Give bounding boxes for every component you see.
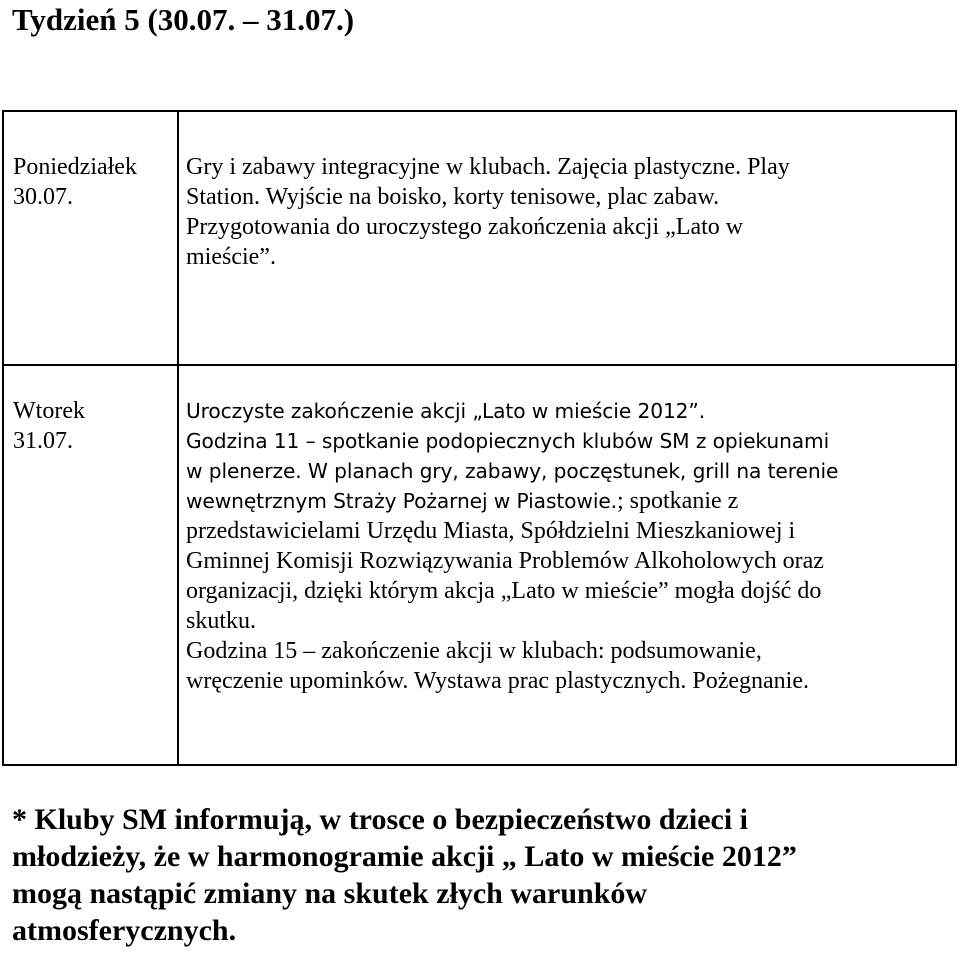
day-name: Wtorek (13, 398, 85, 424)
footnote (12, 801, 942, 949)
footnote-line: atmosferycznych. (12, 914, 237, 947)
activity-line: skutku. (186, 608, 257, 634)
schedule-row-tuesday (3, 365, 956, 765)
activity-line: Godzina 15 – zakończenie akcji w klubach: podsumowanie, (186, 638, 762, 664)
activity-line: Station. Wyjście na boisko, korty tenisowe, plac zabaw. (186, 184, 720, 210)
footnote-line: mogą nastąpić zmiany na skutek złych warunków (12, 877, 648, 910)
activity-line: przedstawicielami Urzędu Miasta, Spółdzielni Mieszkaniowej i (186, 518, 796, 544)
footnote-line: * Kluby SM informują, w trosce o bezpieczeństwo dzieci i (12, 803, 749, 836)
day-name: Poniedziałek (13, 154, 137, 180)
activity-line-mixed (186, 486, 949, 516)
activity-line: w plenerze. W planach gry, zabawy, poczęstunek, grill na terenie (186, 459, 839, 483)
day-cell-monday (3, 111, 178, 365)
activity-segment: ; spotkanie z (617, 488, 739, 514)
activity-line: mieście”. (186, 244, 276, 270)
schedule-row-monday (3, 111, 956, 365)
activity-cell-monday (178, 111, 956, 365)
activity-cell-tuesday (178, 365, 956, 765)
schedule-table (2, 110, 957, 766)
activity-line: Uroczyste zakończenie akcji „Lato w mieście 2012”. (186, 399, 706, 423)
activity-line: wręczenie upominków. Wystawa prac plastycznych. Pożegnanie. (186, 668, 809, 694)
day-date: 30.07. (13, 184, 73, 210)
activity-line: organizacji, dzięki którym akcja „Lato w mieście” mogła dojść do (186, 578, 822, 604)
page-title: Tydzień 5 (30.07. – 31.07.) (12, 2, 355, 37)
footnote-line: młodzieży, że w harmonogramie akcji „ Lato w mieście 2012” (12, 840, 797, 873)
day-cell-tuesday (3, 365, 178, 765)
activity-segment: wewnętrznym Straży Pożarnej w Piastowie. (186, 489, 617, 513)
activity-line: Gry i zabawy integracyjne w klubach. Zajęcia plastyczne. Play (186, 154, 790, 180)
activity-line: Przygotowania do uroczystego zakończenia akcji „Lato w (186, 214, 744, 240)
activity-line: Godzina 11 – spotkanie podopiecznych klubów SM z opiekunami (186, 429, 830, 453)
day-date: 31.07. (13, 428, 73, 454)
activity-line: Gminnej Komisji Rozwiązywania Problemów Alkoholowych oraz (186, 548, 824, 574)
